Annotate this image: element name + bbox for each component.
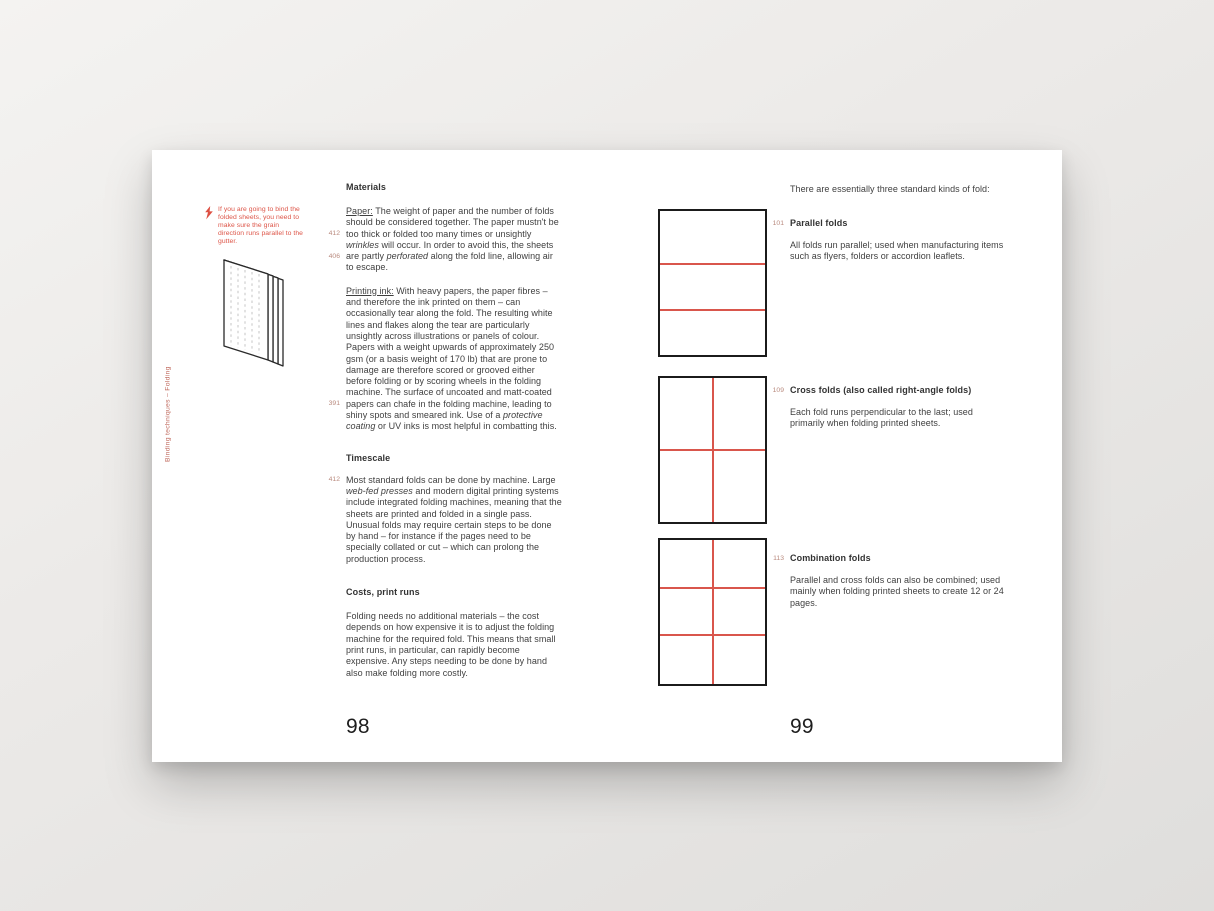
right-page <box>607 150 1062 762</box>
timescale-heading: Timescale <box>346 452 391 463</box>
page-number-left: 98 <box>346 715 370 738</box>
page-ref: 406 <box>328 253 340 260</box>
page-ref: 391 <box>328 400 340 407</box>
fold-line-horizontal <box>660 263 765 265</box>
combination-folds-diagram <box>658 538 767 686</box>
margin-note: If you are going to bind the folded sheets, you need to make sure the grain direction runs parallel to the gutter. <box>218 206 303 245</box>
costs-paragraph: Folding needs no additional materials – the cost depends on how expensive it is to adjust the folding machine for the required fold. This means that small print runs, in particular, can rapidly become expensive. Any steps needing to be done by hand also make folding more costly. <box>346 611 556 678</box>
page-ref: 101 <box>772 220 784 227</box>
combination-folds-text: Parallel and cross folds can also be combined; used mainly when folding printed sheets to create 12 or 24 pages. <box>790 575 1004 608</box>
left-page: If you are going to bind the folded sheets, you need to make sure the grain direction runs parallel to the gutter. Binding techniques – Folding Materials 412 406 391 412 Paper: The weight of paper and the number of folds should be considered together. The paper mustn't be too thick or folded too many times or unsightly wrinkles will occur. In order to avoid this, the sheets are partly perforated along the fold line, allowing air to escape. Printing ink: With heavy papers, the paper fibres – and therefore the ink printed on them – can occasionally tear along the fold. The resulting white lines and flakes along the tear are particularly unsightly across illustrations or panels of colour. Papers with a weight upwards of approximately 250 gsm (or a basis weight of 170 lb) that are prone to damage are therefore scored or grooved either before folding or by scoring wheels in the folding machine. The surface of uncoated and matt-coated papers can chafe in the folding machine, leading to shiny spots and smeared ink. Use of a protective coating or UV inks is most helpful in combatting this. Timescale Most standard folds can be done by machine. Large web-fed presses and modern digital printing systems include integrated folding machines, meaning that the sheets are printed and folded in a single pass. Unusual folds may require certain steps to be done by hand – for instance if the pages need to be specially collated or cut – which can prolong the production process. Costs, print runs Folding needs no additional materials – the cost depends on how expensive it is to adjust the folding machine for the required fold. This means that small print runs, in particular, can rapidly become expensive. Any steps needing to be done by hand also make folding more costly. 98 <box>164 182 562 738</box>
timescale-paragraph: Most standard folds can be done by machine. Large web-fed presses and modern digital printing systems include integrated folding machines, meaning that the sheets are printed and folded in a single pass. Unusual folds may require certain steps to be done by hand – for instance if the pages need to be specially collated or cut – which can prolong the production process. <box>346 474 562 564</box>
page-number-right: 99 <box>790 715 814 738</box>
costs-heading: Costs, print runs <box>346 587 420 598</box>
parallel-folds-text: All folds run parallel; used when manufacturing items such as flyers, folders or accordion leaflets. <box>790 240 1004 262</box>
printing-ink-paragraph: Printing ink: With heavy papers, the paper fibres – and therefore the ink printed on them – can occasionally tear along the fold. The resulting white lines and flakes along the tear are particularly unsightly across illustrations or panels of colour. Papers with a weight upwards of approximately 250 gsm (or a basis weight of 170 lb) that are prone to damage are therefore scored or grooved either before folding or by scoring wheels in the folding machine. The surface of uncoated and matt-coated papers can chafe in the folding machine, leading to shiny spots and smeared ink. Use of a protective coating or UV inks is most helpful in combatting this. <box>346 285 557 432</box>
intro-line: There are essentially three standard kinds of fold: <box>790 184 990 194</box>
fold-line-vertical <box>712 378 714 522</box>
combination-folds-heading: Combination folds <box>790 553 871 563</box>
cross-folds-text: Each fold runs perpendicular to the last; used primarily when folding printed sheets. <box>790 407 973 429</box>
fold-line-vertical <box>712 540 714 684</box>
page-ref: 412 <box>328 476 340 483</box>
cross-folds-section <box>772 385 1004 430</box>
parallel-folds-section <box>772 218 1004 263</box>
book-spread <box>152 150 1062 762</box>
page-ref: 109 <box>772 387 784 394</box>
page-ref: 412 <box>328 230 340 237</box>
folded-sheets-diagram <box>210 256 290 370</box>
lightning-icon <box>204 206 214 220</box>
combination-folds-section <box>773 553 1004 609</box>
fold-line-horizontal <box>660 309 765 311</box>
materials-heading: Materials <box>346 182 386 192</box>
page-ref: 113 <box>773 555 784 562</box>
parallel-folds-heading: Parallel folds <box>790 218 848 228</box>
cross-folds-heading: Cross folds (also called right-angle folds) <box>790 385 972 395</box>
cross-folds-diagram <box>658 376 767 524</box>
paper-paragraph: Paper: The weight of paper and the number of folds should be considered together. The paper mustn't be too thick or folded too many times or unsightly wrinkles will occur. In order to avoid this, the sheets are partly perforated along the fold line, allowing air to escape. <box>346 206 559 273</box>
parallel-folds-diagram <box>658 209 767 357</box>
